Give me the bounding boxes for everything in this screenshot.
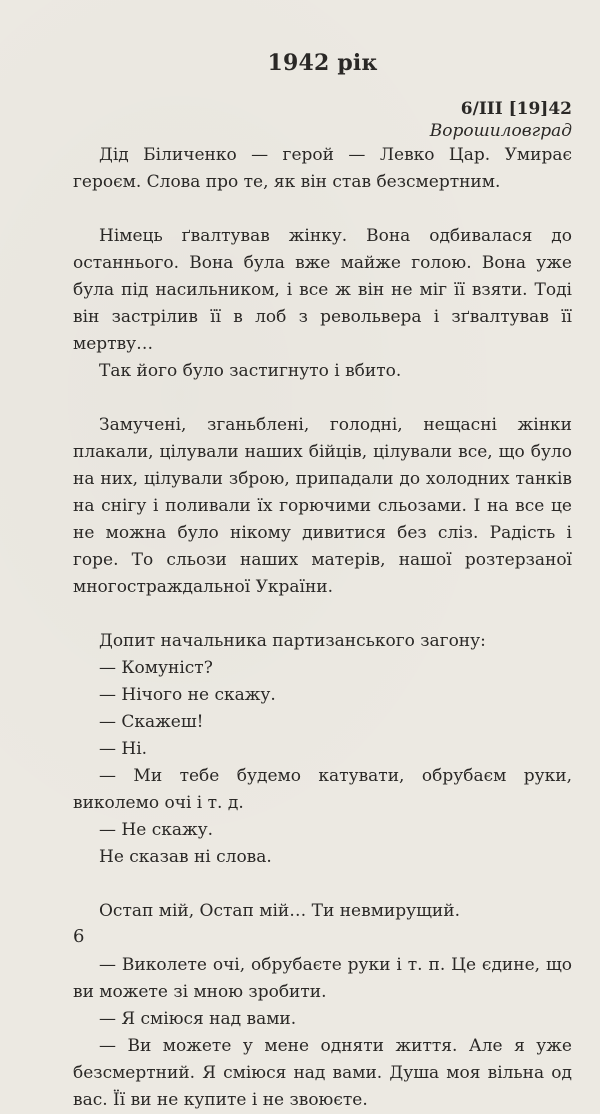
dialogue-line: — Скажеш! [99,712,204,732]
paragraph-hero: Дід Біличенко — герой — Левко Цар. Умирає героєм. Слова про те, як він став безсмертним. [73,145,572,192]
paragraph-gap [73,385,572,412]
paragraph-gap [73,196,572,223]
entry-place: Ворошиловград [429,121,572,141]
dialogue-line: — Комуніст? [99,658,213,678]
paragraph-caught-killed: Так його було застигнуто і вбито. [99,361,402,381]
dialogue-line: — Я сміюся над вами. [99,1009,297,1029]
paragraph-ostap: Остап мій, Остап мій… Ти невмирущий. [99,901,461,921]
dialogue-line: — Ви можете у мене одняти життя. Але я уже безсмертний. Я сміюся над вами. Душа моя вільна од вас. Її ви не купите і не звоюєте. [73,1036,572,1110]
section-title: 1942 рік [267,50,378,76]
paragraph-german-crime: Німець ґвалтував жінку. Вона одбивалася до останнього. Вона була вже майже голою. Вона уже була під насильником, і все ж він не міг її взяти. Тоді він застрілив її в лоб з револьвера і зґвалтував її мертву… [73,226,572,354]
dialogue-line: — Ні. [99,739,148,759]
dialogue-line: — Не скажу. [99,820,214,840]
paragraph-interrogation-intro: Допит начальника партизанського загону: [99,631,486,651]
dialogue-line: — Ми тебе будемо катувати, обрубаєм руки, виколемо очі і т. д. [73,766,572,813]
paragraph-not-a-word: Не сказав ні слова. [99,847,272,867]
entry-date: 6/III [19]42 [460,99,572,119]
page-number: 6 [73,926,85,947]
paragraph-women-tears: Замучені, зганьблені, голодні, нещасні жінки плакали, цілували наших бійців, цілували все, що було на них, цілували зброю, припадали до холодних танків на снігу і поливали їх горючими сльозами. І на все це не можна було нікому дивитися без сліз. Радість і горе. То сльози наших матерів, нашої розтерзаної многостраждальної України. [73,415,572,597]
dialogue-line: — Нічого не скажу. [99,685,276,705]
paragraph-gap [73,925,572,952]
paragraph-gap [73,601,572,628]
dialogue-line: — Виколете очі, обрубаєте руки і т. п. Це єдине, що ви можете зі мною зробити. [73,955,572,1002]
paragraph-gap [73,871,572,898]
